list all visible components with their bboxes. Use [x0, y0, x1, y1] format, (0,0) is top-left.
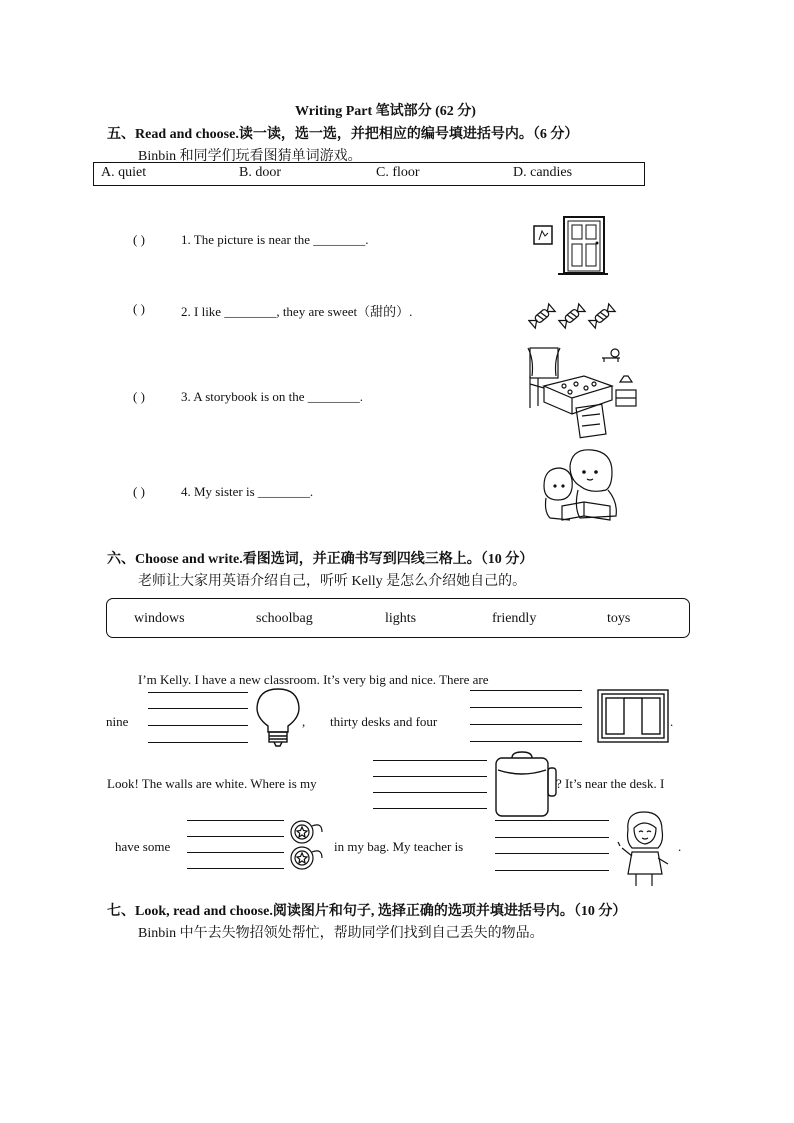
passage-thirty: thirty desks and four [330, 714, 438, 729]
candies-icon [528, 298, 618, 334]
section5-intro: Binbin 和同学们玩看图猜单词游戏。 [138, 149, 362, 164]
option-c: C. floor [376, 165, 420, 180]
passage-nine: nine [106, 714, 129, 729]
word-schoolbag: schoolbag [256, 611, 313, 626]
word-windows: windows [134, 611, 185, 626]
door-with-picture-icon [528, 214, 608, 276]
option-d: D. candies [513, 165, 573, 180]
window-icon [596, 688, 670, 744]
section7-heading: 七、Look, read and choose.阅读图片和句子, 选择正确的选项并填进括号内。（10 分） [107, 904, 627, 919]
passage-near: ? It’s near the desk. I [556, 776, 665, 791]
section5-heading: 五、Read and choose.读一读，选一选，并把相应的编号填进括号内。（6 分） [107, 127, 579, 142]
page-title: Writing Part 笔试部分 (62 分) [295, 104, 476, 119]
word-toys: toys [607, 611, 631, 626]
answer-paren-2[interactable]: ( ) [133, 301, 145, 316]
passage-in-bag: in my bag. My teacher is [334, 839, 464, 854]
passage-comma: , [302, 714, 306, 729]
passage-period-2: . [678, 839, 682, 854]
section6-heading: 六、Choose and write.看图选词，并正确书写到四线三格上。（10 分） [107, 552, 534, 567]
question-2: 2. I like ________, they are sweet（甜的）. [181, 304, 413, 319]
option-a: A. quiet [101, 165, 147, 180]
answer-paren-4[interactable]: ( ) [133, 484, 145, 499]
question-1: 1. The picture is near the ________. [181, 232, 369, 247]
answer-paren-3[interactable]: ( ) [133, 389, 145, 404]
word-friendly: friendly [492, 611, 537, 626]
section7-intro: Binbin 中午去失物招领处帮忙，帮助同学们找到自己丢失的物品。 [138, 926, 544, 941]
passage-line-1: I’m Kelly. I have a new classroom. It’s very big and nice. There are [138, 672, 489, 687]
light-bulb-icon [252, 686, 304, 748]
passage-have-some: have some [115, 839, 171, 854]
passage-look: Look! The walls are white. Where is my [107, 776, 317, 791]
friendly-teacher-icon [614, 808, 678, 888]
quiet-reading-girls-icon [540, 446, 620, 526]
schoolbag-icon [492, 750, 558, 818]
question-4: 4. My sister is ________. [181, 484, 314, 499]
option-b: B. door [239, 165, 281, 180]
yoyo-toys-icon [288, 816, 328, 872]
bedroom-storybook-icon [524, 346, 640, 440]
answer-paren-1[interactable]: ( ) [133, 232, 145, 247]
question-3: 3. A storybook is on the ________. [181, 389, 364, 404]
section6-intro: 老师让大家用英语介绍自己，听听 Kelly 是怎么介绍她自己的。 [138, 574, 527, 589]
word-lights: lights [385, 611, 417, 626]
passage-period-1: . [670, 714, 674, 729]
